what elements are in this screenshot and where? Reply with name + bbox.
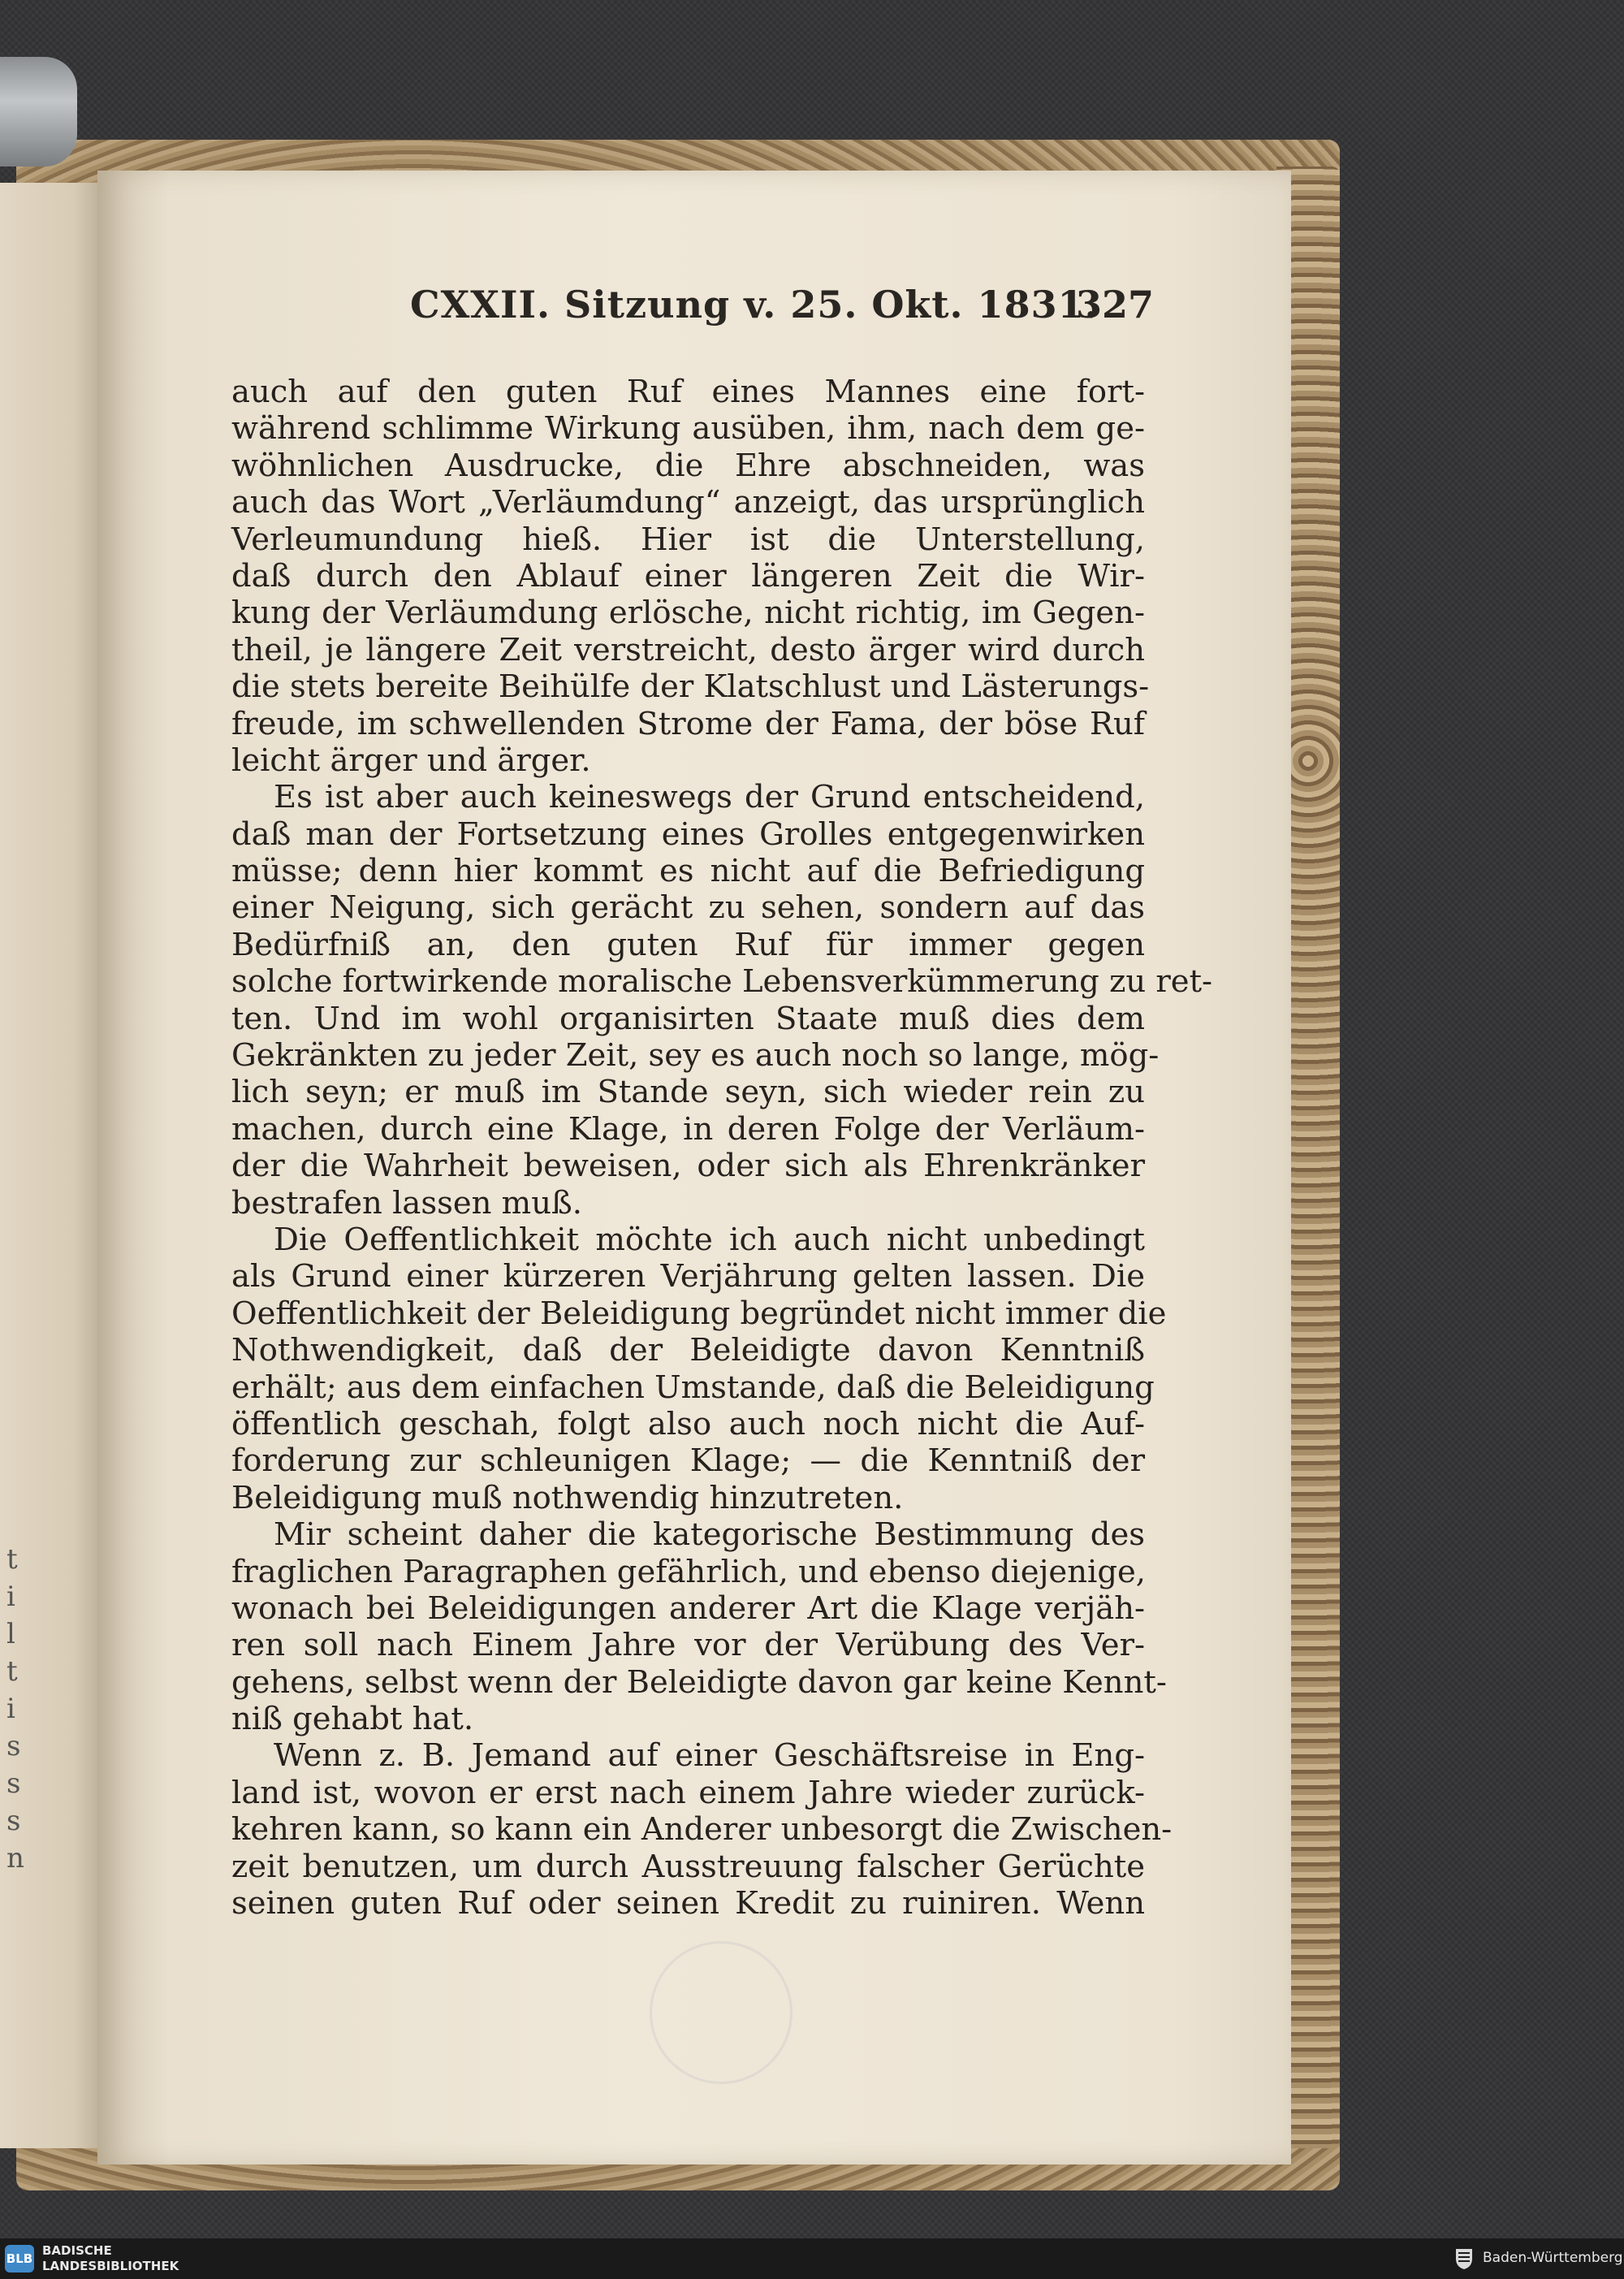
text-line: zeit benutzen, um durch Ausstreuung falscher Gerüchte (231, 1848, 1145, 1885)
text-line: gehens, selbst wenn der Beleidigte davon gar keine Kennt- (231, 1663, 1167, 1701)
text-line: Oeffentlichkeit der Beleidigung begründet nicht immer die (231, 1295, 1167, 1332)
text-line: erhält; aus dem einfachen Umstande, daß die Beleidigung (231, 1369, 1155, 1406)
text-line: kehren kann, so kann ein Anderer unbesorgt die Zwischen- (231, 1811, 1173, 1849)
text-line: ten. Und im wohl organisirten Staate muß dies dem (231, 1000, 1145, 1037)
text-line: kung der Verläumdung erlösche, nicht richtig, im Gegen- (231, 595, 1145, 632)
text-line: niß gehabt hat. (231, 1701, 474, 1738)
text-line: auch das Wort „Verläumdung“ anzeigt, das ursprünglich (231, 484, 1145, 521)
margin-fragment: l (6, 1618, 15, 1650)
text-line: während schlimme Wirkung ausüben, ihm, nach dem ge- (231, 410, 1145, 448)
text-line: Gekränkten zu jeder Zeit, sey es auch noch so lange, mög- (231, 1037, 1160, 1075)
library-stamp (650, 1941, 793, 2084)
page-number: 327 (1076, 283, 1155, 326)
text-line: Es ist aber auch keineswegs der Grund entscheidend, (274, 779, 1145, 816)
text-line: Die Oeffentlichkeit möchte ich auch nicht unbedingt (274, 1221, 1145, 1258)
text-line: Wenn z. B. Jemand auf einer Geschäftsreise in Eng- (274, 1737, 1145, 1775)
margin-fragment: t (6, 1543, 18, 1576)
text-line: daß durch den Ablauf einer längeren Zeit die Wir- (231, 557, 1145, 595)
text-line: einer Neigung, sich gerächt zu sehen, sondern auf das (231, 889, 1145, 927)
state-label[interactable]: Baden-Württemberg (1483, 2250, 1623, 2266)
text-line: ren soll nach Einem Jahre vor der Verübung des Ver- (231, 1627, 1145, 1664)
margin-fragment: t (6, 1655, 18, 1688)
text-line: forderung zur schleunigen Klage; — die Kenntniß der (231, 1442, 1145, 1480)
bookmark-clip (0, 57, 77, 166)
text-line: müsse; denn hier kommt es nicht auf die Befriedigung (231, 853, 1145, 890)
margin-fragment: i (6, 1693, 15, 1725)
previous-page-text-fragments (6, 1543, 39, 1965)
margin-fragment: s (6, 1767, 21, 1800)
text-line: daß man der Fortsetzung eines Grolles entgegenwirken (231, 815, 1145, 853)
text-line: wonach bei Beleidigungen anderer Art die Klage verjäh- (231, 1589, 1145, 1627)
text-line: auch auf den guten Ruf eines Mannes eine fort- (231, 374, 1145, 410)
text-line: bestrafen lassen muß. (231, 1184, 582, 1222)
text-line: theil, je längere Zeit verstreicht, desto ärger wird durch (231, 631, 1145, 668)
running-header (410, 283, 1155, 339)
text-line: öffentlich geschah, folgt also auch noch nicht die Auf- (231, 1405, 1145, 1442)
text-line: seinen guten Ruf oder seinen Kredit zu ruiniren. Wenn (231, 1885, 1145, 1922)
text-line: Nothwendigkeit, daß der Beleidigte davon Kenntniß (231, 1332, 1145, 1369)
header-title: CXXII. Sitzung v. 25. Okt. 1831. (410, 283, 1099, 326)
text-line: die stets bereite Beihülfe der Klatschlust und Lästerungs- (231, 668, 1150, 706)
text-line: als Grund einer kürzeren Verjährung gelten lassen. Die (231, 1258, 1145, 1295)
baden-wuerttemberg-crest-icon (1453, 2247, 1475, 2270)
text-line: wöhnlichen Ausdrucke, die Ehre abschneiden, was (231, 447, 1145, 484)
text-line: machen, durch eine Klage, in deren Folge der Verläum- (231, 1110, 1145, 1148)
text-line: Beleidigung muß nothwendig hinzutreten. (231, 1479, 904, 1516)
text-line: leicht ärger und ärger. (231, 742, 591, 779)
margin-fragment: i (6, 1581, 15, 1613)
text-line: land ist, wovon er erst nach einem Jahre wieder zurück- (231, 1774, 1145, 1811)
text-line: fraglichen Paragraphen gefährlich, und ebenso diejenige, (231, 1553, 1146, 1590)
library-name-line2: LANDESBIBLIOTHEK (42, 2259, 179, 2273)
margin-fragment: s (6, 1805, 21, 1837)
text-line: lich seyn; er muß im Stande seyn, sich wieder rein zu (231, 1074, 1145, 1111)
library-name-line1: BADISCHE (42, 2243, 112, 2258)
text-line: Mir scheint daher die kategorische Bestimmung des (274, 1516, 1145, 1554)
footer-bar (0, 2238, 1624, 2279)
text-line: solche fortwirkende moralische Lebensverkümmerung zu ret- (231, 963, 1213, 1001)
margin-fragment: n (6, 1842, 24, 1875)
margin-fragment: s (6, 1730, 21, 1762)
blb-logo-icon[interactable]: BLB (5, 2245, 34, 2273)
text-line: der die Wahrheit beweisen, oder sich als Ehrenkränker (231, 1148, 1145, 1185)
text-line: Bedürfniß an, den guten Ruf für immer gegen (231, 926, 1145, 963)
library-name[interactable] (42, 2243, 179, 2274)
page-body-text (231, 374, 1213, 1922)
text-line: freude, im schwellenden Strome der Fama, der böse Ruf (231, 705, 1145, 742)
text-line: Verleumundung hieß. Hier ist die Unterstellung, (231, 521, 1145, 558)
